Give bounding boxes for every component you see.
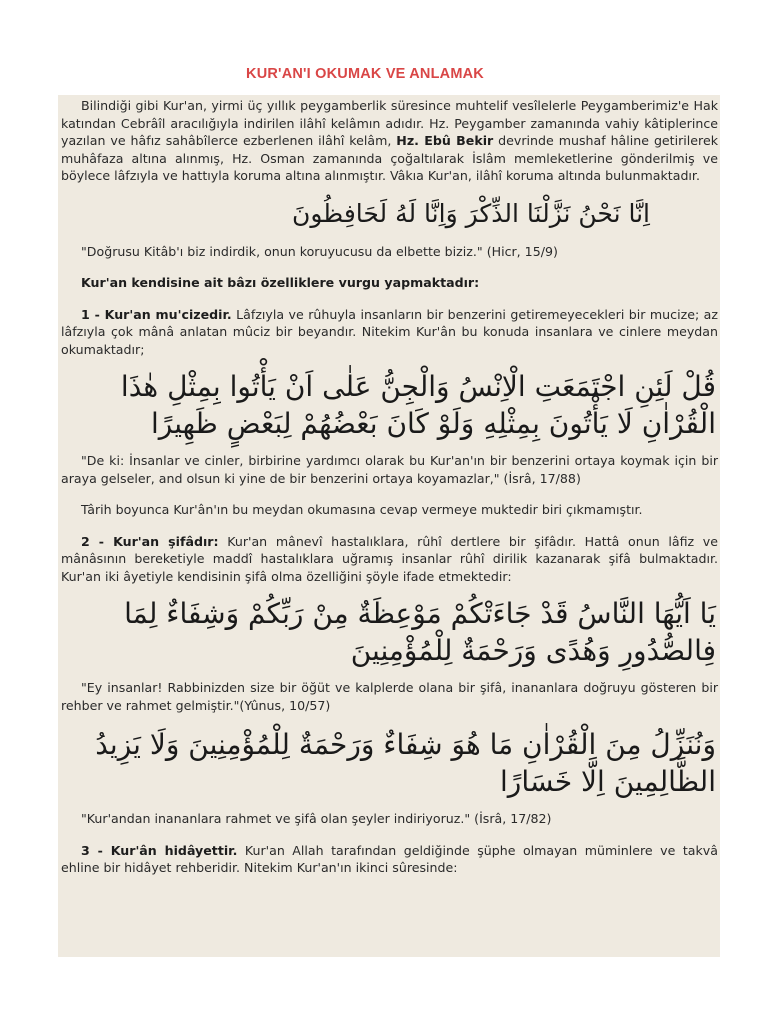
verse-3-arabic-line-2: فِالصُّدُورِ وَهُدًى وَرَحْمَةٌ لِلْمُؤْمِنِينَ xyxy=(350,634,716,667)
verse-3-translation: "Ey insanlar! Rabbinizden size bir öğüt ve kalplerde olana bir şifâ, inananlara doğruyu gösteren bir rehber ve rahmet gelmiştir."(Yûnus, 10/57) xyxy=(61,680,718,713)
verse-1-ref: (Hicr, 15/9) xyxy=(482,243,558,259)
verse-3-arabic-line-1: يَا اَيُّهَا النَّاسُ قَدْ جَاءَتْكُمْ مَوْعِظَةٌ مِنْ رَبِّكُمْ وَشِفَاءٌ لِمَا xyxy=(124,597,716,630)
item-1-heading: 1 - Kur'an mu'cizedir. xyxy=(81,306,232,322)
document-body xyxy=(58,95,720,957)
verse-4-translation: "Kur'andan inananlara rahmet ve şifâ olan şeyler indiriyoruz." (İsrâ, 17/82) xyxy=(81,811,552,826)
item-3-heading: 3 - Kur'ân hidâyettir. xyxy=(81,842,238,858)
intro-text-a: Bilindiği gibi Kur'an, yirmi üç yıllık peygamberlik süresince muhtelif vesîlelerle Peygamberimiz'e Hak katından Cebrâîl aracılığıyla indirilen ilâhî kelâmın adıdır. Hz. Peygamber zamanında vahiy kâtiplerince yazılan ve hâfız sahâbîlerce ezberlenen ilâhî kelâm, xyxy=(61,98,718,148)
verse-1-arabic: اِنَّا نَحْنُ نَزَّلْنَا الذِّكْرَ وَاِنَّا لَهُ لَحَافِظُونَ xyxy=(292,198,650,228)
verse-1-translation xyxy=(61,243,718,261)
item-3-text: Kur'an Allah tarafından geldiğinde şüphe olmayan müminlere ve takvâ ehline bir hidâyet rehberidir. Nitekim Kur'an'ın ikinci sûresinde: xyxy=(61,842,718,875)
item-2-heading: 2 - Kur'an şifâdır: xyxy=(81,533,219,549)
verse-4-arabic-line-2: الظَّالِمِينَ اِلَّا خَسَارًا xyxy=(500,765,716,798)
item-3-paragraph xyxy=(61,842,718,877)
verse-2-arabic-line-1: قُلْ لَئِنِ اجْتَمَعَتِ الْاِنْسُ وَالْجِنُّ عَلٰى اَنْ يَأْتُوا بِمِثْلِ هٰذَا xyxy=(120,370,716,403)
item-2-paragraph xyxy=(61,533,718,586)
verse-2-arabic-line-2: الْقُرْاٰنِ لَا يَأْتُونَ بِمِثْلِهِ وَلَوْ كَانَ بَعْضُهُمْ لِبَعْضٍ ظَهِيرًا xyxy=(150,407,716,440)
features-heading-text: Kur'an kendisine ait bâzı özelliklere vurgu yapmaktadır: xyxy=(81,275,480,290)
intro-text-b: devrinde mushaf hâline getirilerek muhâfaza altına alınmış, Hz. Osman zamanında çoğaltılarak İslâm memleketlerine gönderilmiş ve böylece lâfzıyla ve hattıyla koruma altına alınmıştır. Vâkıa Kur'an, ilâhî koruma altında bulunmaktadır. xyxy=(61,133,718,183)
verse-4-arabic-line-1: وَنُنَزِّلُ مِنَ الْقُرْاٰنِ مَا هُوَ شِفَاءٌ وَرَحْمَةٌ لِلْمُؤْمِنِينَ وَلَا يَزِيدُ xyxy=(95,728,716,761)
verse-2-translation: "De ki: İnsanlar ve cinler, birbirine yardımcı olarak bu Kur'an'ın bir benzerini ortaya koymak için bir araya gelseler, and olsun ki yine de bir benzerini ortaya koyamazlar," (İsrâ, 17/88) xyxy=(61,453,718,486)
item-1-paragraph xyxy=(61,306,718,359)
item-1-text: Lâfzıyla ve rûhuyla insanların bir benzerini getiremeyecekleri bir mucize; az lâfzıyla çok mânâ anlatan mûciz bir beyandır. Nitekim Kur'ân bu konuda insanlara ve cinlere meydan okumaktadır; xyxy=(61,306,718,357)
history-note: Târih boyunca Kur'ân'ın bu meydan okumasına cevap vermeye muktedir biri çıkmamıştır. xyxy=(81,502,643,517)
intro-bold-name: Hz. Ebû Bekir xyxy=(396,133,494,148)
page-title: KUR'AN'I OKUMAK VE ANLAMAK xyxy=(246,66,484,82)
item-2-text: Kur'an mânevî hastalıklara, rûhî dertlere bir şifâdır. Hattâ onun lâfiz ve mânâsının bereketiyle maddî hastalıklara uğramış insanlar rûhî dirilik kazanarak şifâ bulmaktadır. Kur'an iki âyetiyle kendisinin şifâ olma özelliğini şöyle ifade etmektedir: xyxy=(61,533,718,584)
verse-1-translation-text: "Doğrusu Kitâb'ı biz indirdik, onun koruyucusu da elbette biziz." xyxy=(81,243,483,259)
intro-paragraph xyxy=(61,97,718,185)
features-heading xyxy=(61,274,718,292)
